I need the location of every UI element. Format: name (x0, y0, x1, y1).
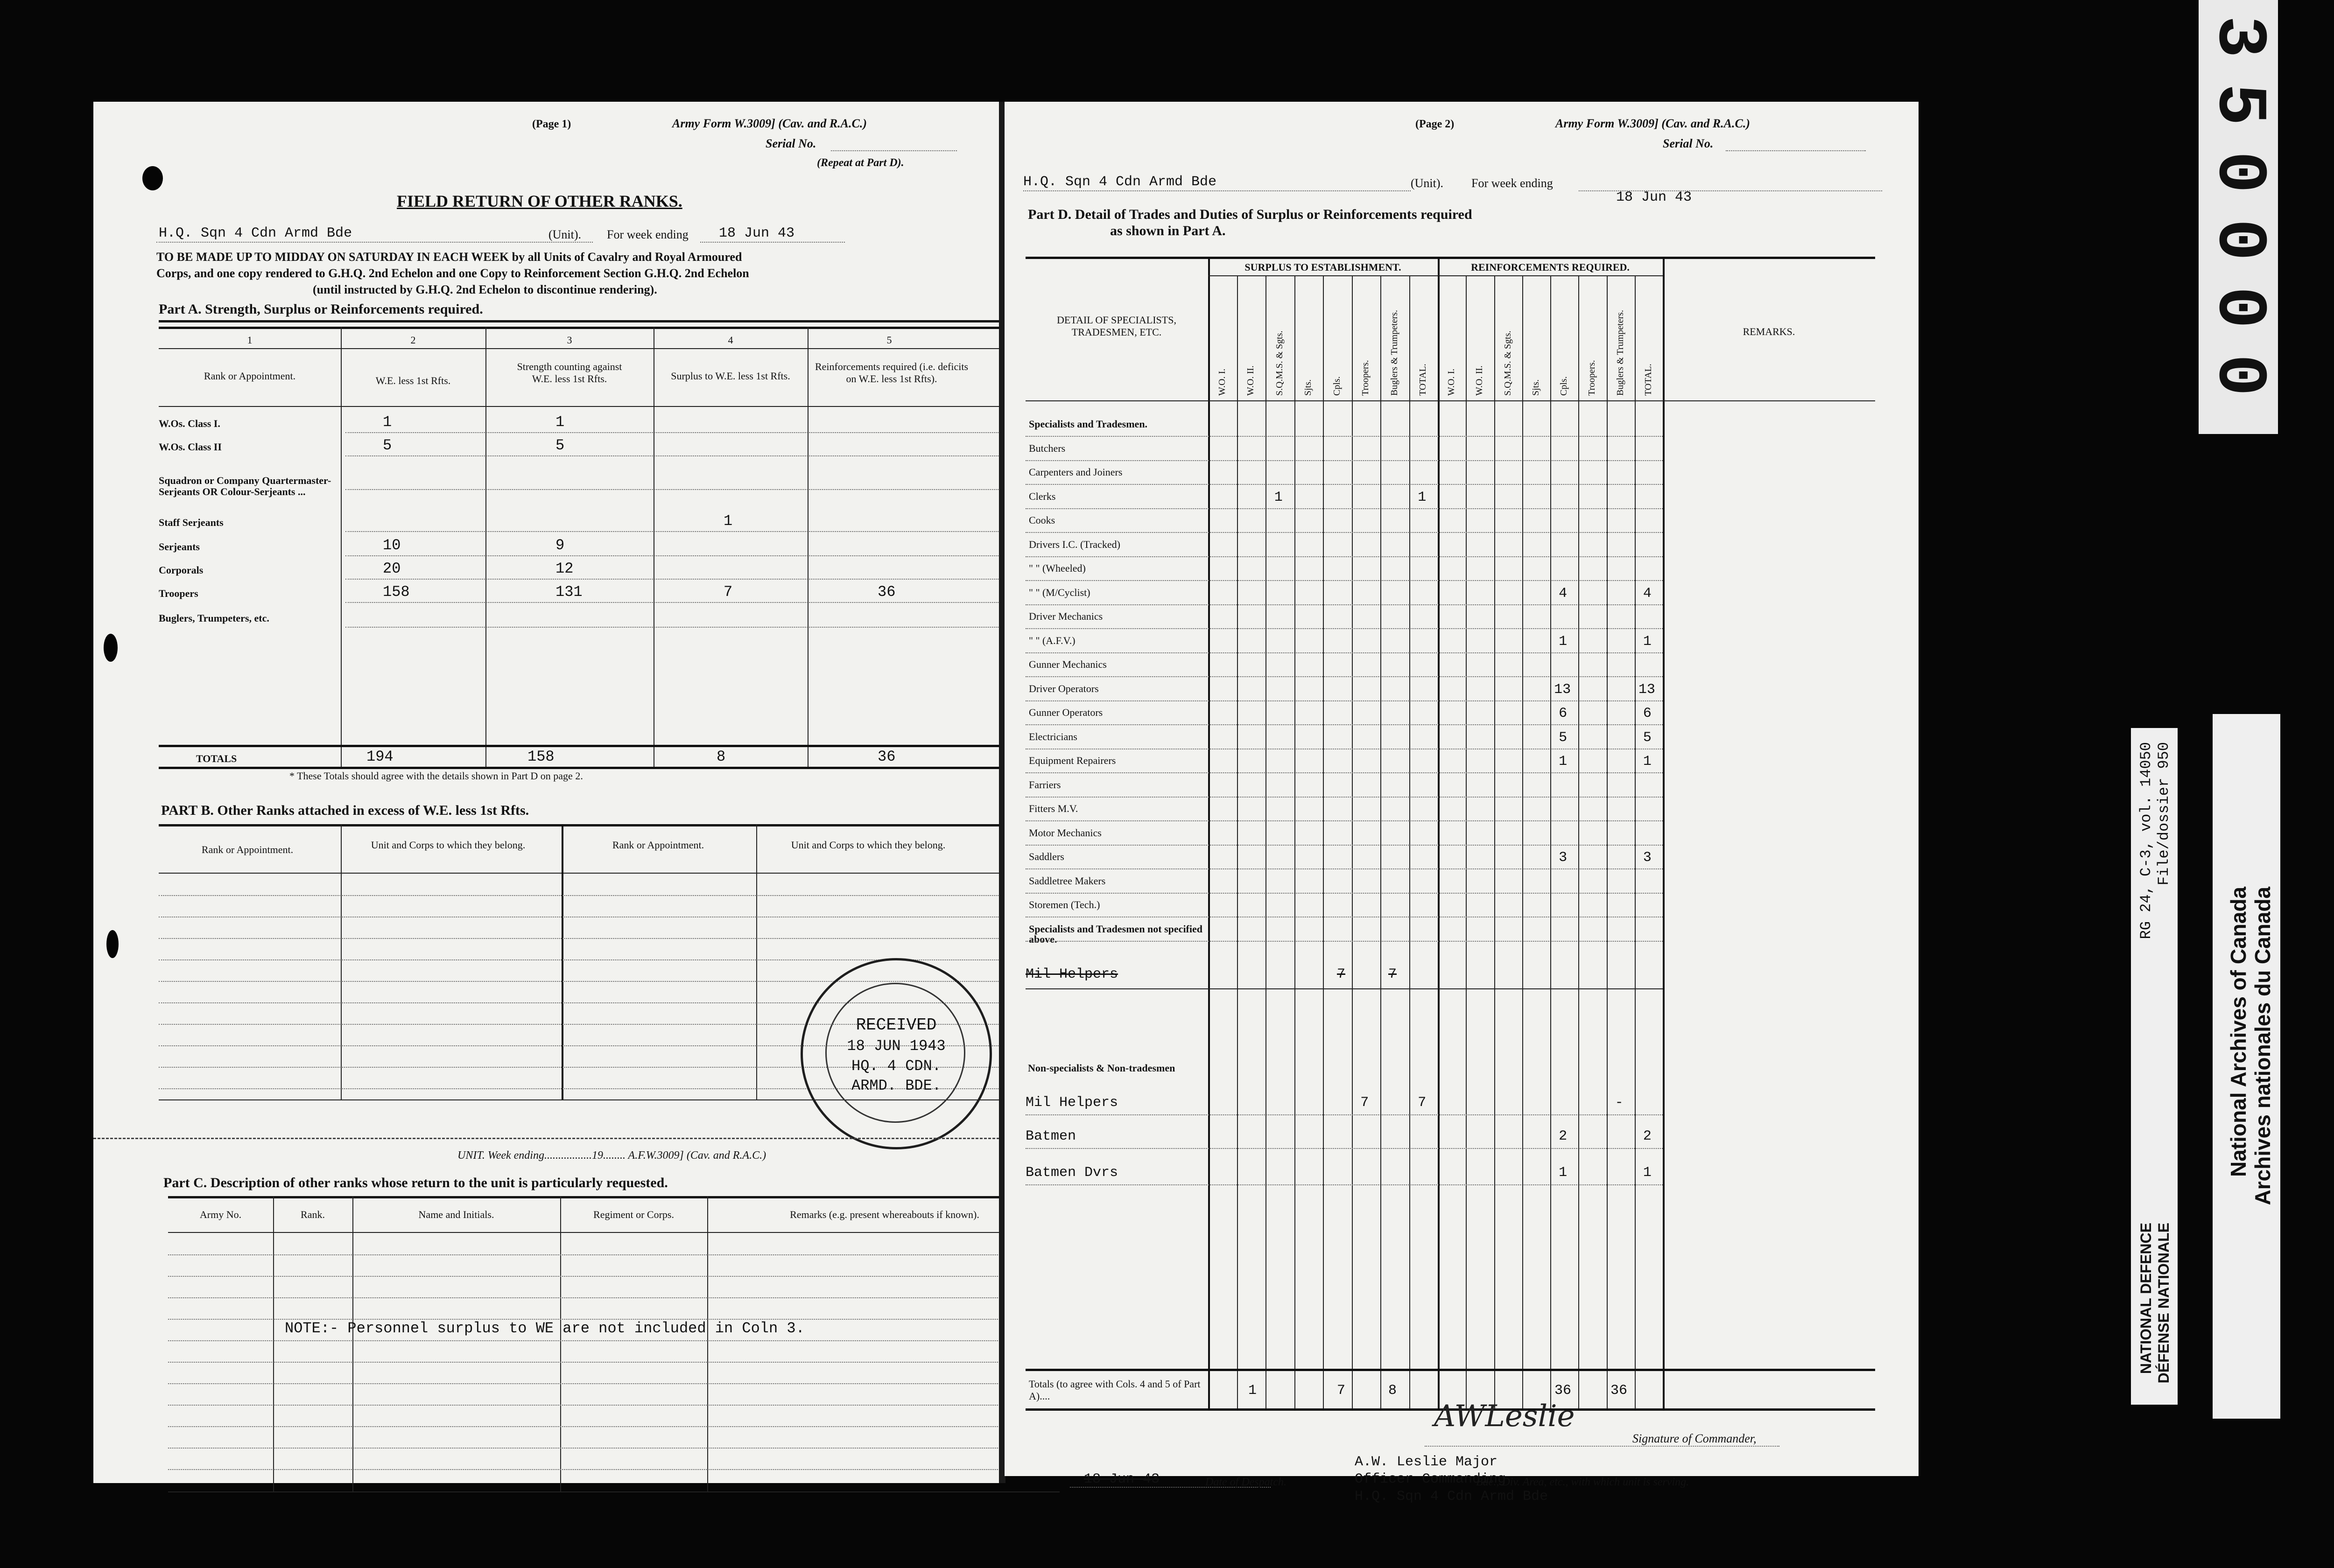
col-header: Strength counting against W.E. less 1st Rfts. (517, 361, 622, 385)
row-rule (345, 531, 1062, 532)
sub-col-header: Troopers. (1360, 360, 1371, 396)
week-label: For week ending (607, 228, 689, 241)
row-label: Gunner Mechanics (1029, 658, 1107, 670)
cell-value: 13 (1638, 681, 1655, 698)
row-rule (345, 602, 1062, 603)
ruled-line (168, 1297, 1060, 1298)
form-page-2 (1005, 102, 1919, 1505)
row-label: Serjeants (159, 541, 200, 553)
col-header: Rank or Appointment. (201, 844, 294, 855)
cell-value: 13 (1554, 681, 1571, 698)
row-rule (1026, 820, 1663, 821)
row-rule (1026, 628, 1663, 629)
row-label: Carpenters and Joiners (1029, 466, 1123, 478)
row-label: Farriers (1029, 778, 1061, 791)
detail-header: DETAIL OF SPECIALISTS, TRADESMEN, ETC. (1057, 314, 1176, 338)
cell-value: 2 (1559, 1128, 1568, 1144)
row-label: Electricians (1029, 730, 1077, 742)
commander-unit: H.Q. Sqn 4 Cdn Armd Bde (1355, 1489, 1548, 1505)
row-label: " " (M/Cyclist) (1029, 586, 1090, 598)
row-label: Troopers (159, 588, 198, 599)
cell-value: 6 (1643, 706, 1652, 721)
cell-value: 7 (1360, 1095, 1369, 1111)
total-strength: 158 (527, 748, 555, 765)
row-rule (1026, 556, 1663, 557)
ruled-line (159, 895, 1062, 896)
part-d-heading: Part D. Detail of Trades and Duties of Surplus or Reinforcements required (1028, 207, 1472, 222)
commander-signature: AWLeslie (1434, 1399, 1575, 1434)
stamp-text: RECEIVED (856, 1015, 937, 1035)
totals-label: TOTALS (196, 753, 237, 764)
cell-value: 1 (1643, 633, 1652, 650)
microfilm-frame-number (2199, 0, 2278, 434)
unit-value: H.Q. Sqn 4 Cdn Armd Bde (159, 225, 352, 241)
signature-label: Signature of Commander, (1632, 1432, 1757, 1445)
serial-label: Serial No. (766, 137, 816, 150)
cell-we: 5 (383, 437, 392, 454)
row-rule (1026, 460, 1663, 461)
row-rule (345, 455, 1062, 456)
cell-reinf: 36 (878, 583, 896, 601)
non-specialists-heading: Non-specialists & Non-tradesmen (1028, 1062, 1175, 1074)
ruled-line (168, 1405, 1060, 1406)
cell-value: 1 (1274, 489, 1283, 505)
form-page-1 (93, 102, 1004, 1483)
row-label: Storemen (Tech.) (1029, 899, 1100, 910)
row-rule (1026, 941, 1663, 942)
column-rule (1607, 275, 1608, 1409)
row-rule (1026, 436, 1663, 437)
frame-digit: 0 (2199, 151, 2278, 193)
part-c-heading: Part C. Description of other ranks whose return to the unit is particularly requested. (163, 1175, 668, 1190)
part-a-footnote: * These Totals should agree with the details shown in Part D on page 2. (289, 770, 583, 782)
row-label: Batmen Dvrs (1026, 1165, 1118, 1181)
cell-we: 158 (383, 583, 410, 601)
ruled-line (168, 1469, 1060, 1470)
column-rule (1409, 275, 1410, 1409)
cell-value: 5 (1643, 729, 1652, 746)
cell-we: 1 (383, 413, 392, 431)
row-label: Equipment Repairers (1029, 755, 1116, 766)
column-rule (1323, 275, 1324, 1409)
archive-reference-label (2131, 728, 2178, 1405)
row-label: Squadron or Company Quartermaster-Serjeants OR Colour-Serjeants ... (159, 475, 331, 497)
group-header: SURPLUS TO ESTABLISHMENT. (1244, 261, 1401, 273)
stamp-text: HQ. 4 CDN. (851, 1057, 942, 1075)
row-rule (345, 627, 1062, 628)
column-rule (1522, 275, 1523, 1409)
ruled-line (168, 1276, 1060, 1277)
row-rule (1026, 508, 1663, 509)
column-rule (1494, 275, 1495, 1409)
column-rule (1550, 275, 1551, 1409)
row-rule (1026, 724, 1663, 725)
commander-title: Officer Commanding (1355, 1471, 1506, 1487)
ruled-line (168, 1383, 1060, 1384)
punch-hole (106, 930, 119, 958)
column-rule (1578, 275, 1579, 1409)
part-a-heading: Part A. Strength, Surplus or Reinforcements required. (159, 301, 483, 317)
frame-digit: 3 (2199, 15, 2278, 58)
total-reinf: 36 (878, 748, 896, 765)
instruction-line: Corps, and one copy rendered to G.H.Q. 2nd Echelon and one Copy to Reinforcement Section G.H.Q. 2nd Echelon (156, 266, 749, 280)
total-cell: 7 (1337, 1383, 1346, 1399)
remarks-header: REMARKS. (1743, 326, 1795, 337)
col-header: Name and Initials. (418, 1209, 494, 1220)
frame-digit: 5 (2199, 83, 2278, 126)
cell-strength: 9 (555, 537, 565, 554)
despatch-value: 18 Jun 43 (1084, 1471, 1160, 1487)
ruled-line (159, 959, 1062, 960)
cell-surplus: 1 (724, 512, 733, 530)
archive-nad: DÉFENSE NATIONALE (2155, 1223, 2172, 1384)
col-header: Reinforcements required (i.e. deficits on W.E. less 1st Rfts). (815, 361, 969, 385)
serial-label: Serial No. (1663, 137, 1714, 150)
col-header: Unit and Corps to which they belong. (791, 839, 946, 851)
row-label: W.Os. Class II (159, 441, 222, 453)
frame-digit: 0 (2199, 354, 2278, 396)
row-label: W.Os. Class I. (159, 418, 220, 429)
ruled-line (168, 1362, 1060, 1363)
ruled-line (168, 1448, 1060, 1449)
sub-col-header: W.O. I. (1216, 368, 1227, 396)
cell-value: 4 (1643, 585, 1652, 602)
total-surplus: 8 (717, 748, 726, 765)
sub-col-header: W.O. II. (1245, 365, 1256, 396)
group-header: REINFORCEMENTS REQUIRED. (1471, 261, 1630, 273)
row-rule (1026, 580, 1663, 581)
row-rule (1026, 1148, 1663, 1149)
column-rule (1466, 275, 1467, 1409)
cell-value: 6 (1559, 706, 1568, 721)
total-cell: 36 (1554, 1383, 1572, 1399)
row-rule (1026, 604, 1663, 605)
column-rule (1635, 275, 1636, 1409)
part-b-heading: PART B. Other Ranks attached in excess of W.E. less 1st Rfts. (161, 803, 529, 818)
instruction-line: TO BE MADE UP TO MIDDAY ON SATURDAY IN EACH WEEK by all Units of Cavalry and Royal Armoured (156, 250, 742, 264)
row-label: " " (A.F.V.) (1029, 634, 1076, 646)
total-cell: 8 (1388, 1383, 1397, 1399)
part-d-heading-2: as shown in Part A. (1110, 223, 1226, 238)
row-label: Saddlers (1029, 851, 1064, 862)
form-title: FIELD RETURN OF OTHER RANKS. (397, 192, 682, 210)
row-rule (1026, 1184, 1663, 1185)
row-label: " " (Wheeled) (1029, 562, 1086, 574)
punch-hole (104, 634, 118, 662)
sub-col-header: Cpls. (1559, 376, 1569, 396)
sub-col-header: S.Q.M.S. & Sgts. (1502, 330, 1513, 396)
frame-digit: 0 (2199, 286, 2278, 329)
total-we: 194 (366, 748, 394, 765)
archive-ref: RG 24, C-3, vol. 14050 (2137, 742, 2155, 939)
col-number: 3 (567, 334, 572, 346)
cell-strength: 131 (555, 583, 583, 601)
row-rule (1026, 868, 1663, 869)
cell-surplus: 7 (724, 583, 733, 601)
totals-label: Totals (to agree with Cols. 4 and 5 of Part A).... (1029, 1378, 1201, 1402)
row-rule (1026, 1114, 1663, 1115)
sub-col-header: W.O. I. (1446, 368, 1457, 396)
cell-value: 3 (1643, 850, 1652, 866)
row-label: Motor Mechanics (1029, 826, 1102, 839)
cell-value: 1 (1559, 754, 1568, 770)
struck-row-label: Mil Helpers (1026, 966, 1118, 982)
struck-cell: 7 (1337, 966, 1346, 982)
col-header: Unit and Corps to which they belong. (371, 839, 526, 851)
repeat-note: (Repeat at Part D). (817, 157, 904, 169)
cell-value: 2 (1643, 1128, 1652, 1144)
col-header: Surplus to W.E. less 1st Rfts. (671, 370, 790, 382)
sub-col-header: S.Q.M.S. & Sgts. (1274, 330, 1285, 396)
sub-col-header: TOTAL. (1418, 364, 1428, 396)
row-rule (1026, 700, 1663, 701)
sub-col-header: Buglers & Trumpeters. (1615, 310, 1625, 396)
row-rule (1026, 652, 1663, 653)
row-label: Fitters M.V. (1029, 803, 1078, 814)
column-rule (1352, 275, 1353, 1409)
unit-label: (Unit). (1411, 176, 1444, 190)
archive-name: National Archives of Canada (2226, 887, 2250, 1177)
unit-value: H.Q. Sqn 4 Cdn Armd Bde (1023, 174, 1217, 190)
despatch-label: Date of Despatch. (1205, 1476, 1287, 1488)
week-value: 18 Jun 43 (719, 225, 795, 241)
punch-hole (142, 166, 163, 190)
row-label: Butchers (1029, 442, 1066, 454)
instruction-line: (until instructed by G.H.Q. 2nd Echelon to discontinue rendering). (313, 283, 657, 296)
ruled-line (159, 938, 1062, 939)
col-header: W.E. less 1st Rfts. (375, 375, 451, 386)
row-rule (1026, 772, 1663, 773)
sub-col-header: Cpls. (1331, 376, 1342, 396)
row-label: Specialists and Tradesmen not specified above. (1029, 923, 1202, 945)
cell-value: 1 (1418, 489, 1427, 505)
archive-name-label (2213, 714, 2280, 1419)
sub-col-header: Troopers. (1587, 360, 1597, 396)
column-rule (1380, 275, 1381, 1409)
cell-strength: 5 (555, 437, 565, 454)
row-label: Saddletree Makers (1029, 875, 1106, 887)
col-number: 1 (247, 334, 253, 346)
row-label: Batmen (1026, 1128, 1076, 1144)
cell-value: 7 (1418, 1095, 1427, 1111)
cell-we: 20 (383, 560, 401, 577)
cell-value: 1 (1559, 633, 1568, 650)
archive-ref: File/dossier 950 (2155, 742, 2172, 886)
row-rule (345, 432, 1062, 433)
row-label: Cooks (1029, 514, 1055, 526)
tear-line-label: UNIT. Week ending.................19........ A.F.W.3009] (Cav. and R.A.C.) (457, 1149, 766, 1162)
row-rule (1026, 893, 1663, 894)
row-label: Mil Helpers (1026, 1095, 1118, 1111)
row-label: Corporals (159, 564, 204, 576)
ruled-line (168, 1254, 1060, 1255)
archive-nad: NATIONAL DEFENCE (2137, 1223, 2154, 1374)
col-header: Rank or Appointment. (612, 839, 704, 851)
col-number: 2 (410, 334, 416, 346)
col-header: Regiment or Corps. (593, 1209, 674, 1220)
cell-value: 3 (1559, 850, 1568, 866)
col-header: Rank or Appointment. (204, 370, 296, 382)
cell-strength: 1 (555, 413, 565, 431)
received-stamp (801, 958, 992, 1149)
sub-col-header: Sjts. (1303, 379, 1314, 396)
row-rule (345, 555, 1062, 556)
col-header: Remarks (e.g. present whereabouts if known). (790, 1209, 979, 1220)
week-label: For week ending (1471, 176, 1553, 190)
cell-strength: 12 (555, 560, 574, 577)
col-number: 5 (886, 334, 892, 346)
cell-we: 10 (383, 537, 401, 554)
col-number: 4 (728, 334, 733, 346)
row-rule (1026, 845, 1663, 846)
part-c-note: NOTE:- Personnel surplus to WE are not included in Coln 3. (285, 1320, 805, 1337)
sub-col-header: W.O. II. (1474, 365, 1485, 396)
form-id: Army Form W.3009] (Cav. and R.A.C.) (1555, 117, 1750, 130)
column-rule (1237, 275, 1238, 1409)
row-label: Drivers I.C. (Tracked) (1029, 538, 1120, 550)
cell-value: 1 (1643, 754, 1652, 770)
row-rule (1026, 797, 1663, 798)
ruled-line (168, 1340, 1060, 1341)
column-rule (1265, 275, 1266, 1409)
commander-name: A.W. Leslie Major (1355, 1454, 1498, 1470)
row-rule (345, 489, 1062, 490)
ruled-line (168, 1426, 1060, 1427)
sub-col-header: Buglers & Trumpeters. (1389, 310, 1399, 396)
page-label: (Page 1) (532, 118, 571, 130)
archive-name: Archives nationales du Canada (2250, 887, 2275, 1205)
frame-digit: 0 (2199, 218, 2278, 261)
struck-cell: 7 (1388, 966, 1397, 982)
row-label: Driver Mechanics (1029, 610, 1103, 622)
total-cell: 36 (1610, 1383, 1628, 1399)
row-rule (1026, 484, 1663, 485)
row-label: Clerks (1029, 490, 1056, 502)
col-header: Rank. (301, 1209, 325, 1220)
column-rule (1294, 275, 1295, 1409)
cell-value: 4 (1559, 585, 1568, 602)
week-value: 18 Jun 43 (1616, 189, 1692, 205)
sub-col-header: Sjts. (1530, 379, 1541, 396)
row-rule (1026, 676, 1663, 677)
page-label: (Page 2) (1415, 118, 1455, 130)
serving-label: Bde., Div. Area, etc., with which unit is serving. (1476, 1476, 1689, 1488)
row-label: Buglers, Trumpeters, etc. (159, 612, 269, 624)
total-cell: 1 (1248, 1383, 1257, 1399)
row-label: Specialists and Tradesmen. (1029, 418, 1148, 430)
stamp-text: ARMD. BDE. (851, 1077, 942, 1094)
row-rule (1026, 532, 1663, 533)
row-label: Gunner Operators (1029, 707, 1103, 718)
unit-label: (Unit). (548, 228, 582, 241)
stamp-text: 18 JUN 1943 (847, 1037, 946, 1055)
form-id: Army Form W.3009] (Cav. and R.A.C.) (672, 117, 867, 130)
row-rule (345, 579, 1062, 580)
col-header: Army No. (199, 1209, 242, 1220)
cell-value: 1 (1559, 1165, 1568, 1181)
cell-value: 5 (1559, 729, 1568, 746)
cell-value: - (1615, 1095, 1624, 1111)
cell-value: 1 (1643, 1165, 1652, 1181)
row-label: Staff Serjeants (159, 517, 224, 528)
sub-col-header: TOTAL. (1643, 364, 1653, 396)
row-label: Driver Operators (1029, 682, 1099, 694)
